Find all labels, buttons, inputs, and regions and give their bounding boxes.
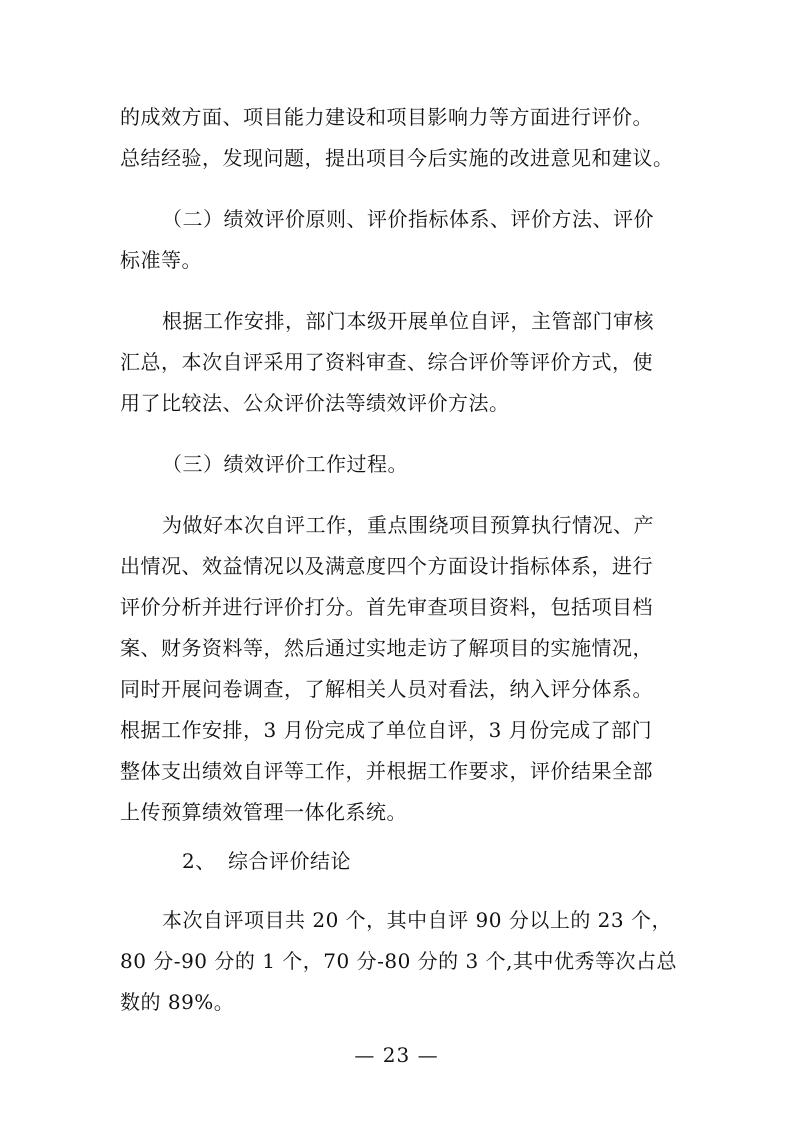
paragraph-line: 为做好本次自评工作，重点围绕项目预算执行情况、产 bbox=[162, 513, 654, 537]
paragraph-line: 同时开展问卷调查，了解相关人员对看法，纳入评分体系。 bbox=[120, 677, 653, 701]
section-number: 2、 bbox=[182, 849, 216, 873]
paragraph-line: 汇总，本次自评采用了资料审查、综合评价等评价方式，使 bbox=[120, 350, 653, 374]
paragraph-line: 总结经验，发现问题，提出项目今后实施的改进意见和建议。 bbox=[120, 146, 674, 170]
paragraph-line: 根据工作安排，部门本级开展单位自评，主管部门审核 bbox=[162, 309, 654, 333]
section-heading-2-cont: 标准等。 bbox=[120, 248, 202, 272]
section-heading-2: （二）绩效评价原则、评价指标体系、评价方法、评价 bbox=[162, 207, 654, 231]
paragraph-line: 评价分析并进行评价打分。首先审查项目资料，包括项目档 bbox=[120, 595, 653, 619]
page-number: — 23 — bbox=[354, 1043, 439, 1067]
paragraph-line: 本次自评项目共 20 个，其中自评 90 分以上的 23 个， bbox=[162, 908, 672, 932]
paragraph-line: 的成效方面、项目能力建设和项目影响力等方面进行评价。 bbox=[120, 105, 653, 129]
paragraph-line: 出情况、效益情况以及满意度四个方面设计指标体系，进行 bbox=[120, 554, 653, 578]
section-title: 综合评价结论 bbox=[228, 849, 351, 873]
paragraph-line: 用了比较法、公众评价法等绩效评价方法。 bbox=[120, 391, 510, 415]
paragraph-line: 根据工作安排，3 月份完成了单位自评，3 月份完成了部门 bbox=[120, 718, 653, 742]
paragraph-line: 整体支出绩效自评等工作，并根据工作要求，评价结果全部 bbox=[120, 759, 653, 783]
paragraph-line: 80 分-90 分的 1 个，70 分-80 分的 3 个,其中优秀等次占总 bbox=[120, 949, 677, 973]
section-heading-3: （三）绩效评价工作过程。 bbox=[162, 452, 408, 476]
paragraph-line: 数的 89%。 bbox=[120, 990, 235, 1014]
paragraph-line: 上传预算绩效管理一体化系统。 bbox=[120, 800, 407, 824]
paragraph-line: 案、财务资料等，然后通过实地走访了解项目的实施情况， bbox=[120, 636, 653, 660]
